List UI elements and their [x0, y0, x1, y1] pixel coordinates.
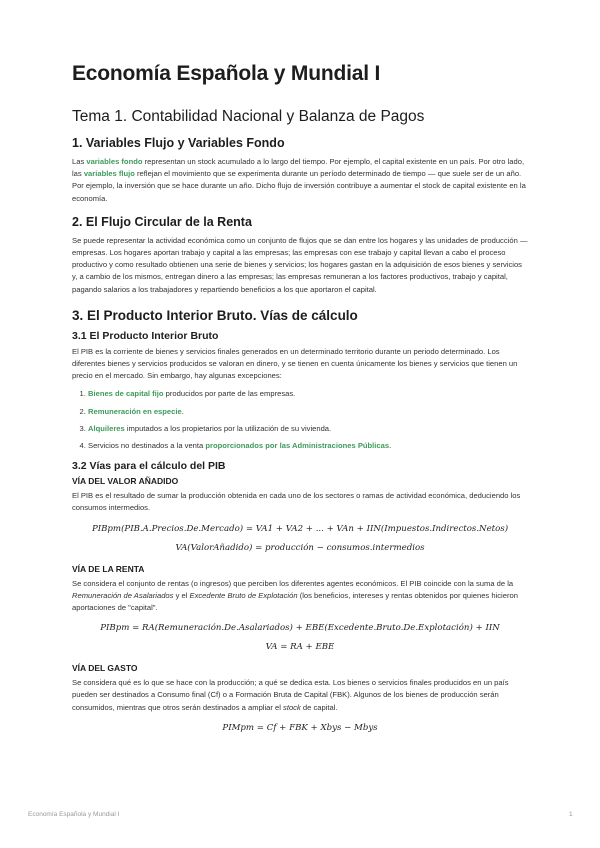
section-3-heading: 3. El Producto Interior Bruto. Vías de cálculo: [72, 307, 358, 323]
subsection-3-2-heading: 3.2 Vías para el cálculo del PIB: [72, 460, 226, 473]
highlight-variables-fondo: variables fondo: [86, 157, 143, 166]
section-1-heading: 1. Variables Flujo y Variables Fondo: [72, 136, 285, 150]
section-2-paragraph: Se puede representar la actividad económica como un conjunto de flujos que se dan entre los hogares y las unidades de producción — empresas. Los hogares aportan trabajo y capital a las empresas; las empresas con ese trabajo y capital llevan a cabo el proceso productivo y como resultado obtienen una serie de bienes y servicios; los hogares gastan en la adquisición de esos bienes y servicios y, a cambio de los mismos, entregan dinero a las empresas; las empresas remuneran a los factores productivos, trabajo y capital, pagando salarios a los trabajadores y repartiendo beneficios a los que aportaron el capital.: [72, 235, 528, 294]
document-page: [72, 62, 528, 744]
section-2-heading: 2. El Flujo Circular de la Renta: [72, 214, 252, 229]
formula-pib-gasto: PIMpm = Cf + FBK + Xbys − Mbys: [222, 722, 378, 733]
via-renta-heading: VÍA DE LA RENTA: [72, 563, 145, 574]
via-renta-paragraph: Se considera el conjunto de rentas (o ingresos) que perciben los diferentes agentes económicos. El PIB coincide con la suma de la Remuneración de Asalariados y el Excedente Bruto de Explotación (los beneficios, intereses y rentas obtenidos por quienes hicieron aportaciones de "capital".: [72, 578, 518, 613]
exceptions-list: [72, 388, 528, 452]
subsection-3-1-heading: 3.1 El Producto Interior Bruto: [72, 329, 219, 342]
document-title: Economía Española y Mundial I: [72, 62, 381, 85]
via-gasto-heading: VÍA DEL GASTO: [72, 663, 138, 674]
via-valor-paragraph: El PIB es el resultado de sumar la producción obtenida en cada uno de los sectores o ramas de actividad económica, deduciendo los consumos intermedios.: [72, 491, 521, 513]
formula-va: VA(ValorAñadido) = producción − consumos.intermedios: [175, 542, 425, 553]
via-valor-heading: VÍA DEL VALOR AÑADIDO: [72, 476, 179, 487]
via-gasto-paragraph: Se considera qué es lo que se hace con la producción; a qué se dedica esta. Los bienes o servicios finales producidos en un país pueden ser destinados a Consumo final (Cf) o a Formación Bruta de Capital (FBK). Algunos de los bienes de producción serán consumidos, mientras que otros serán destinados a ampliar el stock de capital.: [72, 678, 509, 712]
section-1-paragraph: Las variables fondo representan un stock acumulado a lo largo del tiempo. Por ejemplo, el capital existente en un país. Por otro lado, las variables flujo reflejan el movimiento que se experimenta durante un período determinado de tiempo — que suele ser de un año. Por ejemplo, la inversión que se hace durante un año. Dicho flujo de inversión contribuye a aumentar el stock de capital existente en la economía.: [72, 157, 526, 203]
formula-va-renta: VA = RA + EBE: [265, 642, 335, 653]
page-number: 1: [569, 811, 573, 818]
subsection-3-1-paragraph: El PIB es la corriente de bienes y servicios finales generados en un determinado territorio durante un periodo determinado. Los diferentes bienes y servicios producidos se valoran en dinero, y se tienen en cuenta únicamente los bienes y servicios que tienen un precio en el mercado. Sin embargo, hay algunas excepciones:: [72, 346, 518, 381]
list-item: 2. Remuneración en especie.: [88, 406, 528, 418]
highlight-variables-flujo: variables flujo: [83, 169, 135, 179]
list-item: 4. Servicios no destinados a la venta proporcionados por las Administraciones Públicas.: [88, 440, 528, 452]
footer-title: Economía Española y Mundial I: [28, 811, 120, 818]
formula-pib-valor: PIBpm(PIB.A.Precios.De.Mercado) = VA1 + VA2 + ... + VAn + IIN(Impuestos.Indirectos.Netos): [91, 523, 509, 534]
formula-pib-renta: PIBpm = RA(Remuneración.De.Asalariados) + EBE(Excedente.Bruto.De.Explotación) + IIN: [100, 623, 500, 634]
topic-heading: Tema 1. Contabilidad Nacional y Balanza de Pagos: [72, 108, 425, 125]
list-item: 1. Bienes de capital fijo producidos por parte de las empresas.: [88, 388, 528, 400]
list-item: 3. Alquileres imputados a los propietarios por la utilización de su vivienda.: [88, 423, 528, 435]
